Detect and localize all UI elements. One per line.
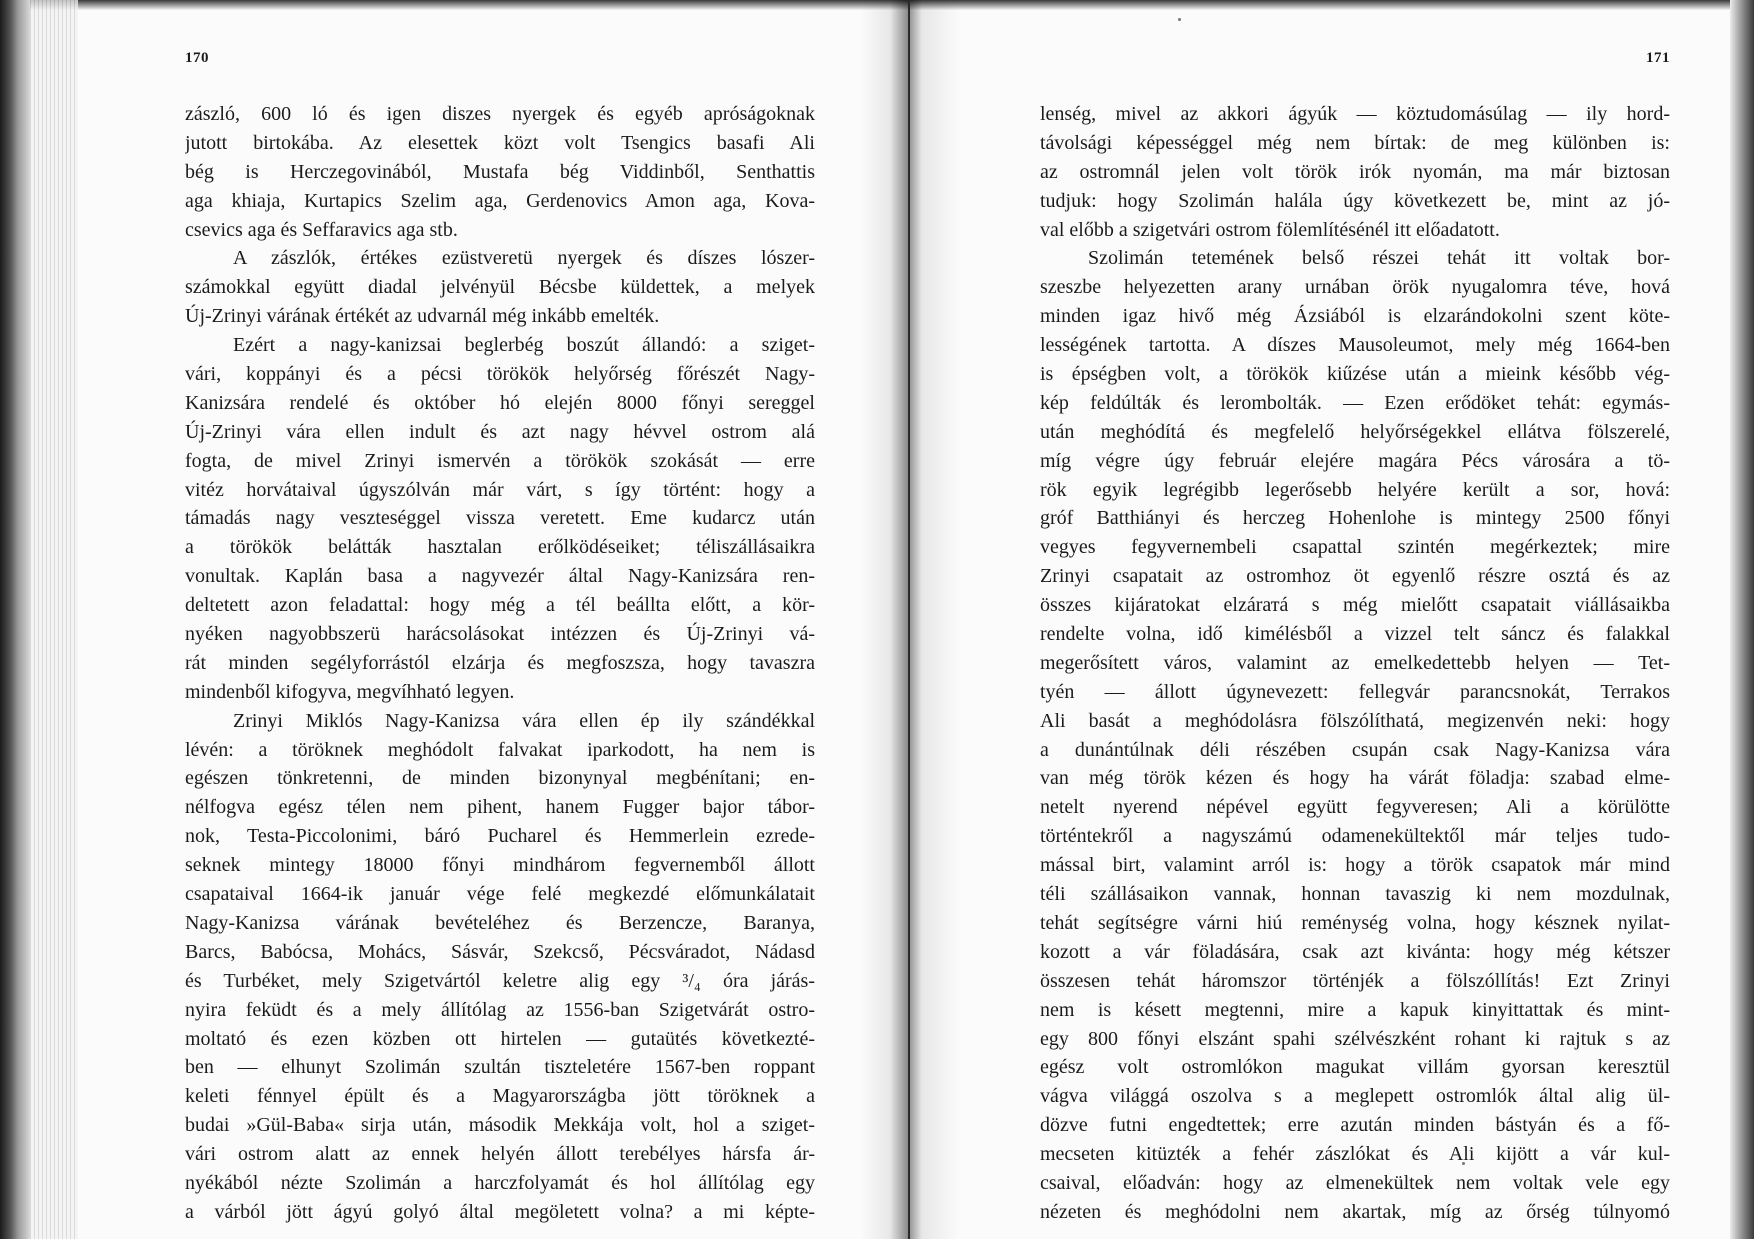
left-page-text xyxy=(185,100,815,1227)
text-line: dözve futni engedtettek; erre azután minden bástyán és a fő- xyxy=(1040,1114,1670,1137)
text-line: nélfogva egész télen nem pihent, hanem Fugger bajor tábor- xyxy=(185,796,815,819)
text-line: deltetett azon feladattal: hogy még a tél beállta előtt, a kör- xyxy=(185,594,815,617)
text-line: Szolimán tetemének belső részei tehát itt voltak bor- xyxy=(1088,247,1670,270)
left-book-edge xyxy=(0,0,30,1239)
text-line: Új-Zrinyi vára ellen indult és azt nagy hévvel ostrom alá xyxy=(185,420,815,443)
text-line: nézeten és meghódolni nem akartak, míg az őrség túlnyomó xyxy=(1040,1200,1670,1223)
text-line: aga khiaja, Kurtapics Szelim aga, Gerdenovics Amon aga, Kova- xyxy=(185,189,815,212)
text-line: lenség, mivel az akkori ágyúk — köztudomásúlag — ily hord- xyxy=(1040,103,1670,125)
text-line: az ostromnál jelen volt török irók nyomán, ma már biztosan xyxy=(1040,160,1670,183)
text-line: moltató és ezen közben ott hirtelen — gutaütés következté- xyxy=(185,1027,815,1050)
text-line: tudjuk: hogy Szolimán halála úgy következett be, mint az jó- xyxy=(1040,189,1670,212)
right-page-text xyxy=(1040,100,1670,1227)
text-line: Ezért a nagy-kanizsai beglerbég boszút állandó: a sziget- xyxy=(233,334,815,357)
text-line: vágva világgá oszolva s a meglepett ostromlók által alig ül- xyxy=(1040,1085,1670,1108)
text-line: számokkal együtt diadal jelvényül Bécsbe küldettek, a melyek xyxy=(185,276,815,299)
text-line: Nagy-Kanizsa várának bevételéhez és Berzencze, Baranya, xyxy=(185,911,815,934)
text-line: mindenből kifogyva, megvíhható legyen. xyxy=(185,680,515,703)
text-line: távolsági képességgel még nem bírtak: de meg különben is: xyxy=(1040,131,1670,154)
text-line: nyéken nagyobbszerü harácsolásokat intézzen és Új-Zrinyi vá- xyxy=(185,623,815,646)
page-number-left: 170 xyxy=(185,50,209,66)
text-line: összesen tehát háromszor történjék a fölszóllítás! Ezt Zrinyi xyxy=(1040,969,1670,992)
text-line: csaival, előadván: hogy az elmenekültek nem voltak vele egy xyxy=(1040,1171,1670,1194)
text-line: támadás nagy veszteséggel vissza veretett. Eme kudarcz után xyxy=(185,507,815,530)
text-line: kép feldúlták és lerombolták. — Ezen erődöket tehát: egymás- xyxy=(1040,391,1670,414)
text-line: rök egyik legrégibb legerősebb helyére került a sor, hová: xyxy=(1040,478,1670,501)
text-line: gróf Batthiányi és herczeg Hohenlohe is mintegy 2500 főnyi xyxy=(1040,507,1670,530)
text-line: is épségben volt, a törökök kiűzése után a mieink később vég- xyxy=(1040,363,1670,386)
text-line: Zrinyi csapatait az ostromhoz öt egyenlő részre osztá és az xyxy=(1040,565,1670,588)
text-line: A zászlók, értékes ezüstveretü nyergek és díszes lószer- xyxy=(233,247,815,270)
text-line: zászló, 600 ló és igen diszes nyergek és egyéb apróságoknak xyxy=(185,103,815,125)
text-line: kozott a vár föladására, csak azt kivánta: hogy még kétszer xyxy=(1040,940,1670,963)
text-line: nok, Testa-Piccolonimi, báró Pucharel és Hemmerlein ezrede- xyxy=(185,825,815,848)
text-line: a várból jött ágyú golyó által megöletett volna? a mi képte- xyxy=(185,1200,815,1223)
text-line: Ali basát a meghódolásra fölszólíthatá, megizenvén neki: hogy xyxy=(1040,709,1670,732)
text-line: míg végre úgy február elejére magára Pécs városára a tö- xyxy=(1040,449,1670,472)
text-line: jutott birtokába. Az elesettek közt volt Tsengics basafi Ali xyxy=(185,131,815,154)
text-line: összes kijáratokat elzárатá s még mielőtt csapatait viállásaikba xyxy=(1040,594,1670,617)
left-page xyxy=(185,0,815,1239)
page-number-right: 171 xyxy=(1646,50,1670,66)
book-spine-line xyxy=(908,0,910,1239)
text-line: a törökök belátták hasztalan erőlködéseiket; téliszállásaikra xyxy=(185,536,815,559)
text-line: és Turbéket, mely Szigetvártól keletre alig egy ³/₄ óra járás- xyxy=(185,969,815,992)
text-line: vonultak. Kaplán basa a nagyvezér által Nagy-Kanizsára ren- xyxy=(185,565,815,588)
text-line: vári ostrom alatt az ennek helyén állott terebélyes hársfa ár- xyxy=(185,1143,815,1166)
text-line: lévén: a töröknek meghódolt falvakat iparkodott, ha nem is xyxy=(185,738,815,761)
text-line: mással birt, valamint arról is: hogy a török csapatok már mind xyxy=(1040,854,1670,877)
text-line: csevics aga és Seffaravics aga stb. xyxy=(185,218,458,241)
text-line: mecseten kitüzték a fehér zászlókat és Ali kijött a vár kul- xyxy=(1040,1143,1670,1166)
text-line: a dunántúlnak déli részében csupán csak Nagy-Kanizsa vára xyxy=(1040,738,1670,761)
right-page xyxy=(1040,0,1670,1239)
text-line: történtekről a nagyszámú odamenekültektől már teljes tudo- xyxy=(1040,825,1670,848)
text-line: rát minden segélyforrástól elzárja és megfoszsza, hogy tavaszra xyxy=(185,651,815,674)
text-line: netelt nyerend népével együtt fegyveresen; Ali a körülötte xyxy=(1040,796,1670,819)
book-gutter-shadow xyxy=(860,0,960,1239)
text-line: tyén — állott úgynevezett: fellegvár parancsnokát, Terrakos xyxy=(1040,680,1670,703)
text-line: van még török kézen és hogy ha várát föladja: szabad elme- xyxy=(1040,767,1670,790)
text-line: fogta, de mivel Zrinyi ismervén a törökök szokását — erre xyxy=(185,449,815,472)
text-line: vári, koppányi és a pécsi törökök helyőrség főrészét Nagy- xyxy=(185,363,815,386)
text-line: seknek mintegy 18000 főnyi mindhárom fegvernemből állott xyxy=(185,854,815,877)
page-stack-edge xyxy=(30,0,78,1239)
text-line: lességének tartotta. A díszes Mausoleumot, mely még 1664-ben xyxy=(1040,334,1670,357)
text-line: Zrinyi Miklós Nagy-Kanizsa vára ellen ép ily szándékkal xyxy=(233,709,815,732)
text-line: Új-Zrinyi várának értékét az udvarnál még inkább emelték. xyxy=(185,305,660,328)
text-line: csapataival 1664-ik január vége felé megkezdé előmunkálatait xyxy=(185,883,815,906)
text-line: nyira feküdt és a mely állítólag az 1556-ban Szigetvárát ostro- xyxy=(185,998,815,1021)
text-line: tehát segítségre várni hiú reménység volna, hogy késznek nyilat- xyxy=(1040,911,1670,934)
text-line: Barcs, Babócsa, Mohács, Sásvár, Szekcső, Pécsváradot, Nádasd xyxy=(185,940,815,963)
text-line: rendelte volna, idő kimélésből a vizzel telt sáncz és falakkal xyxy=(1040,623,1670,646)
text-line: bég is Herczegovinából, Mustafa bég Viddinből, Senthattis xyxy=(185,160,815,183)
text-line: ben — elhunyt Szolimán szultán tiszteletére 1567-ben roppant xyxy=(185,1056,815,1079)
text-line: megerősített város, valamint az emelkedettebb helyen — Tet- xyxy=(1040,651,1670,674)
right-book-edge xyxy=(1730,0,1754,1239)
text-line: Kanizsára rendelé és október hó elején 8000 főnyi sereggel xyxy=(185,391,815,414)
text-line: téli szállásaikon vannak, honnan tavaszig ki nem mozdulnak, xyxy=(1040,883,1670,906)
text-line: egészen tönkretenni, de minden bizonynyal megbénítani; en- xyxy=(185,767,815,790)
text-line: nem is késett megtenni, mire a kapuk kinyittattak és mint- xyxy=(1040,998,1670,1021)
text-line: budai »Gül-Baba« sirja után, második Mekkája volt, hol a sziget- xyxy=(185,1114,815,1137)
text-line: keleti fénnyel épült és a Magyarországba jött töröknek a xyxy=(185,1085,815,1108)
text-line: egész volt ostromlókon magukat villám gyorsan keresztül xyxy=(1040,1056,1670,1079)
text-line: szeszbe helyezetten arany urnában örök nyugalomra téve, hová xyxy=(1040,276,1670,299)
text-line: vitéz horvátaival úgyszólván már várt, s így történt: hogy a xyxy=(185,478,815,501)
text-line: val előbb a szigetvári ostrom fölemlítésénél itt előadatott. xyxy=(1040,218,1500,241)
text-line: vegyes fegyvernembeli csapattal szintén megérkeztek; mire xyxy=(1040,536,1670,559)
text-line: után meghódítá és megfelelő helyőrségekkel ellátva fölszerelé, xyxy=(1040,420,1670,443)
text-line: egy 800 főnyi elszánt spahi szélvészként rohant ki rajtuk s az xyxy=(1040,1027,1670,1050)
text-line: minden igaz hivő még Ázsiából is elzarándokolni szent köte- xyxy=(1040,305,1670,328)
text-line: nyékából nézte Szolimán a harczfolyamát és hol állítólag egy xyxy=(185,1171,815,1194)
